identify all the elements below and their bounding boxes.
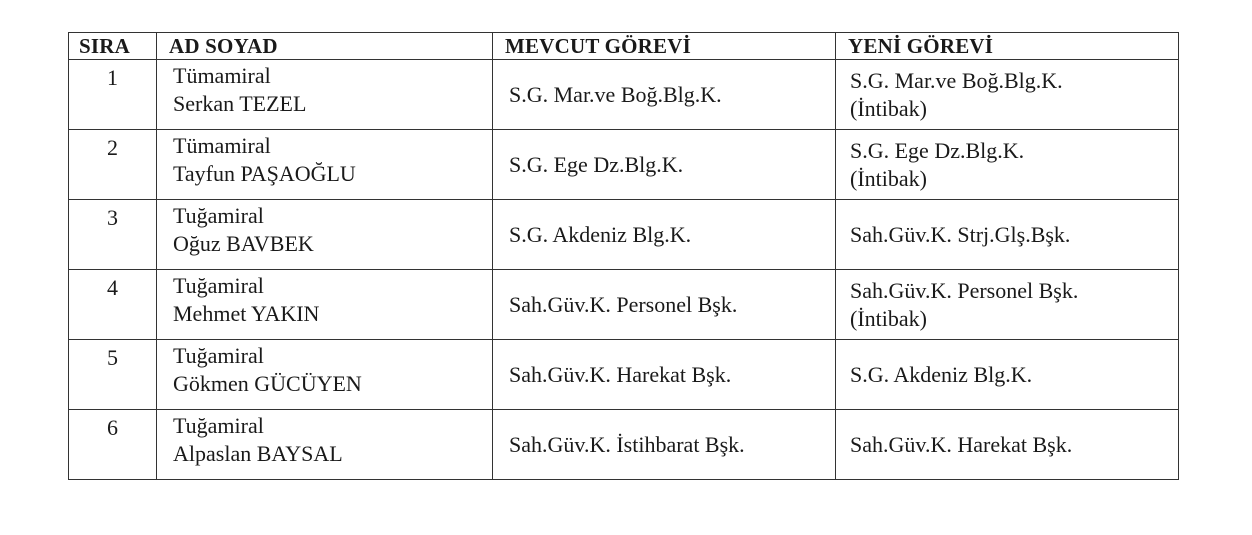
- person-rank: Tümamiral: [173, 133, 271, 158]
- person-cell: [157, 410, 493, 480]
- person-rank: Tümamiral: [173, 63, 271, 88]
- person-name: Mehmet YAKIN: [173, 301, 320, 326]
- person-cell: [157, 130, 493, 200]
- person-cell: [157, 200, 493, 270]
- current-duty: Sah.Güv.K. İstihbarat Bşk.: [493, 410, 836, 480]
- person-name: Serkan TEZEL: [173, 91, 307, 116]
- row-number: 1: [69, 60, 157, 130]
- row-number: 5: [69, 340, 157, 410]
- person-cell: [157, 60, 493, 130]
- header-sira: SIRA: [69, 33, 157, 60]
- table-row: [69, 340, 1179, 410]
- person-rank: Tuğamiral: [173, 273, 264, 298]
- new-duty: S.G. Mar.ve Boğ.Blg.K.: [850, 67, 1063, 93]
- new-duty: S.G. Ege Dz.Blg.K.: [850, 137, 1025, 163]
- new-duty-cell: [836, 130, 1179, 200]
- current-duty: S.G. Mar.ve Boğ.Blg.K.: [493, 60, 836, 130]
- new-duty: Sah.Güv.K. Harekat Bşk.: [850, 431, 1073, 457]
- table-row: [69, 410, 1179, 480]
- table-row: [69, 60, 1179, 130]
- new-duty-note: (İntibak): [850, 305, 927, 331]
- new-duty-note: (İntibak): [850, 95, 927, 121]
- row-number: 4: [69, 270, 157, 340]
- new-duty: S.G. Akdeniz Blg.K.: [850, 361, 1033, 387]
- table-row: [69, 130, 1179, 200]
- person-name: Tayfun PAŞAOĞLU: [173, 161, 356, 186]
- person-rank: Tuğamiral: [173, 203, 264, 228]
- person-rank: Tuğamiral: [173, 413, 264, 438]
- current-duty: Sah.Güv.K. Harekat Bşk.: [493, 340, 836, 410]
- header-yeni-gorevi: YENİ GÖREVİ: [836, 33, 1179, 60]
- current-duty: Sah.Güv.K. Personel Bşk.: [493, 270, 836, 340]
- new-duty-cell: [836, 200, 1179, 270]
- new-duty-cell: [836, 410, 1179, 480]
- person-rank: Tuğamiral: [173, 343, 264, 368]
- person-cell: [157, 340, 493, 410]
- table-row: [69, 270, 1179, 340]
- header-mevcut-gorevi: MEVCUT GÖREVİ: [493, 33, 836, 60]
- person-name: Gökmen GÜCÜYEN: [173, 371, 362, 396]
- new-duty-note: (İntibak): [850, 165, 927, 191]
- new-duty: Sah.Güv.K. Strj.Glş.Bşk.: [850, 221, 1071, 247]
- row-number: 2: [69, 130, 157, 200]
- assignment-table: [68, 32, 1179, 480]
- new-duty-cell: [836, 340, 1179, 410]
- person-name: Alpaslan BAYSAL: [173, 441, 343, 466]
- new-duty-cell: [836, 60, 1179, 130]
- current-duty: S.G. Akdeniz Blg.K.: [493, 200, 836, 270]
- row-number: 3: [69, 200, 157, 270]
- header-row: [69, 33, 1179, 60]
- row-number: 6: [69, 410, 157, 480]
- person-name: Oğuz BAVBEK: [173, 231, 314, 256]
- header-ad-soyad: AD SOYAD: [157, 33, 493, 60]
- current-duty: S.G. Ege Dz.Blg.K.: [493, 130, 836, 200]
- person-cell: [157, 270, 493, 340]
- new-duty-cell: [836, 270, 1179, 340]
- new-duty: Sah.Güv.K. Personel Bşk.: [850, 277, 1079, 303]
- table-row: [69, 200, 1179, 270]
